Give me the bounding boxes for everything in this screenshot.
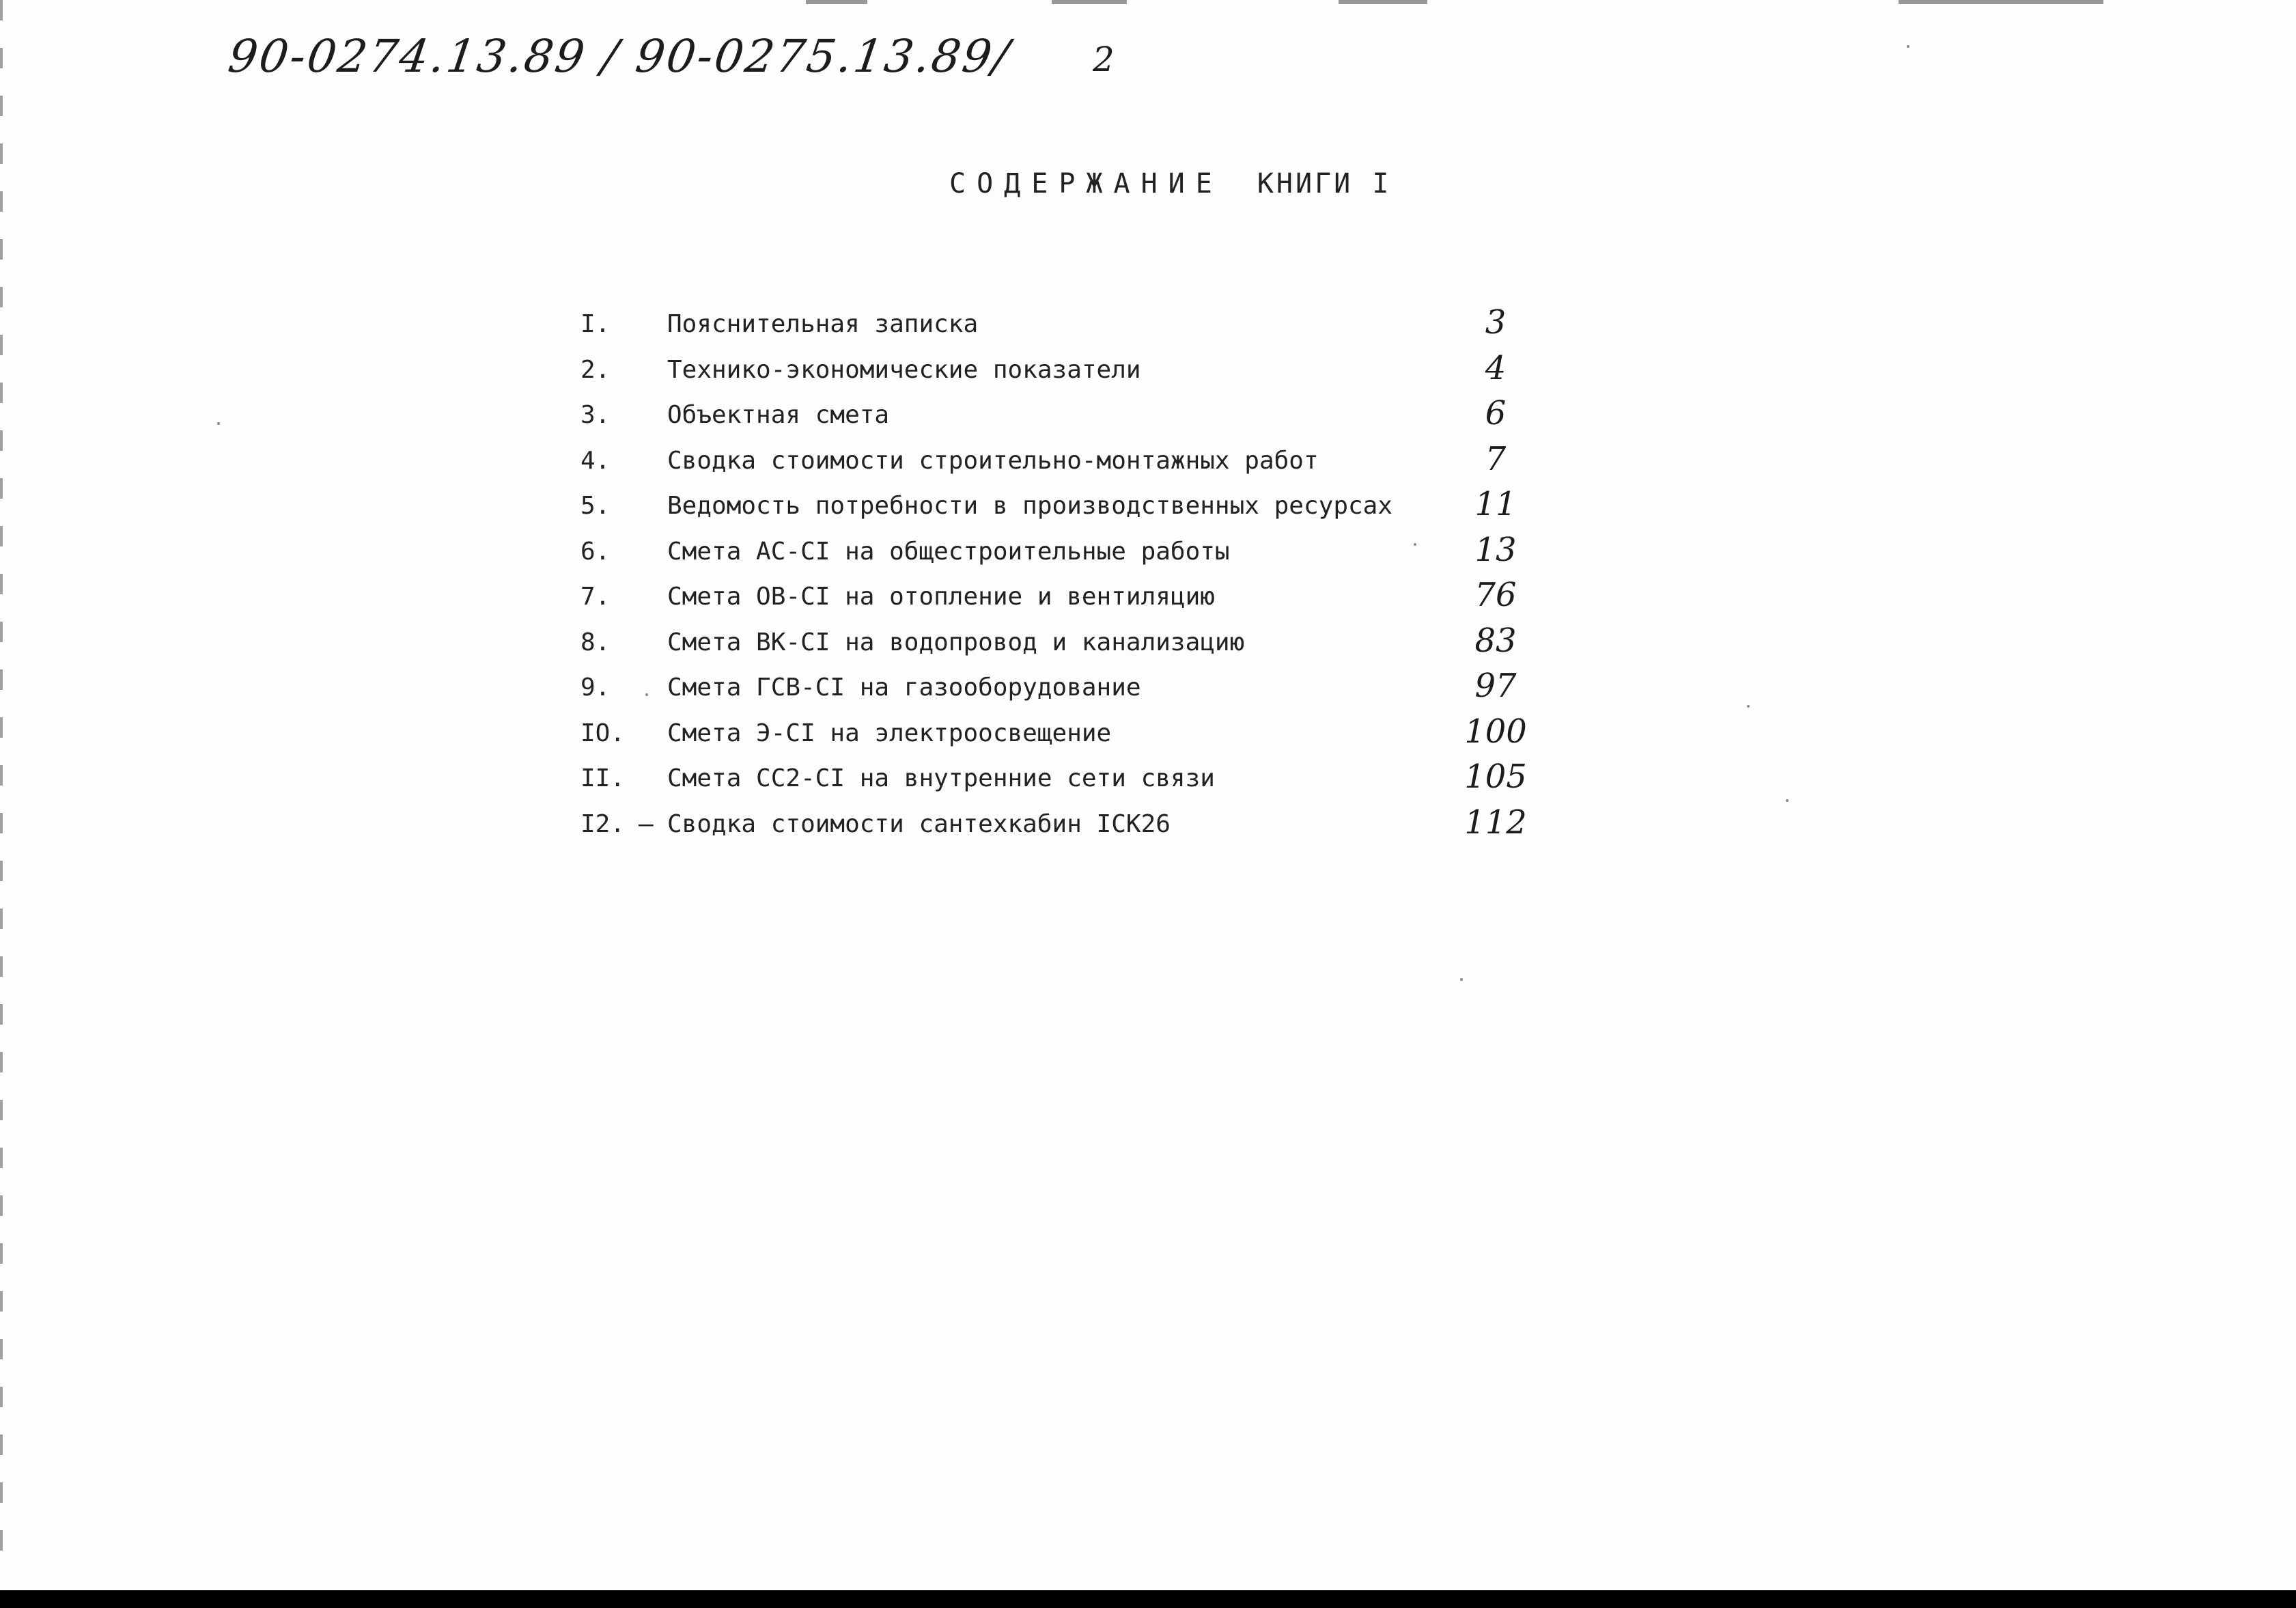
toc-entry-title: Пояснительная записка: [667, 310, 979, 338]
scan-speck: [1907, 45, 1909, 48]
toc-entry-page: 97: [1474, 667, 1517, 705]
toc-entry-title: Смета ГСВ-СI на газооборудование: [667, 674, 1141, 702]
toc-entry: [580, 621, 1523, 671]
toc-entry-page: 4: [1485, 348, 1507, 387]
toc-entry-number: 3.: [580, 401, 611, 429]
toc-entry: [580, 758, 1527, 807]
scan-edge-top-mark: [806, 0, 867, 4]
toc-entry-title: Смета СС2-СI на внутренние сети связи: [667, 764, 1215, 792]
toc-entry: [580, 712, 1527, 762]
toc-entry-title: Технико-экономические показатели: [667, 355, 1141, 384]
toc-entry: [580, 485, 1523, 535]
toc-entry: [580, 576, 1523, 626]
handwritten-page-number: 2: [1093, 40, 1115, 79]
scan-speck: [1747, 705, 1750, 708]
toc-entry: [580, 394, 1523, 444]
scan-speck: [1460, 978, 1463, 981]
toc-entry-page: 76: [1474, 576, 1517, 614]
toc-entry-page: 13: [1474, 530, 1517, 569]
toc-entry-number: 2.: [580, 355, 611, 384]
toc-entry-number: 5.: [580, 492, 611, 520]
toc-entry-page: 105: [1464, 758, 1527, 796]
scan-speck: [1414, 543, 1416, 546]
toc-entry-page: 100: [1464, 712, 1527, 751]
handwritten-document-code: 90-0274.13.89 / 90-0275.13.89/: [225, 30, 1015, 83]
table-of-contents: [580, 303, 1527, 852]
toc-entry-title: Сводка стоимости строительно-монтажных работ: [667, 446, 1319, 475]
scan-edge-top-mark: [1052, 0, 1127, 4]
toc-entry-page: 11: [1474, 485, 1517, 523]
toc-entry-title: Смета АС-СI на общестроительные работы: [667, 537, 1230, 566]
toc-entry: [580, 348, 1523, 399]
toc-entry-page: 7: [1485, 439, 1507, 478]
toc-entry-title: Смета Э-СI на электроосвещение: [667, 719, 1112, 747]
scan-speck: [645, 693, 648, 696]
toc-entry-number: 9.: [580, 674, 611, 702]
toc-entry-number: I2.: [580, 809, 626, 838]
toc-entry-title: Объектная смета: [667, 401, 890, 429]
toc-entry-page: 83: [1474, 621, 1517, 660]
toc-entry-dash: –: [639, 809, 654, 838]
toc-entry-number: IO.: [580, 719, 626, 747]
toc-entry-page: 112: [1464, 803, 1527, 842]
toc-entry: [580, 530, 1523, 581]
toc-entry: [580, 303, 1523, 353]
toc-entry-title: Смета ВК-СI на водопровод и канализацию: [667, 628, 1245, 656]
scan-speck: [1786, 799, 1789, 802]
title-word-contents: СОДЕРЖАНИЕ: [949, 168, 1223, 199]
toc-entry-page: 6: [1485, 394, 1507, 432]
toc-entry-title: Смета ОВ-СI на отопление и вентиляцию: [667, 583, 1215, 611]
scan-edge-top-mark: [1899, 0, 2103, 4]
toc-entry-number: 4.: [580, 446, 611, 475]
toc-entry-number: II.: [580, 764, 626, 792]
title-word-book: КНИГИ I: [1257, 168, 1392, 199]
toc-entry-title: Сводка стоимости сантехкабин ICK26: [667, 809, 1171, 838]
scan-edge-left: [0, 0, 3, 1578]
toc-entry-number: 6.: [580, 537, 611, 566]
toc-entry: [580, 439, 1523, 490]
toc-entry-number: 7.: [580, 583, 611, 611]
toc-entry-number: 8.: [580, 628, 611, 656]
toc-entry-title: Ведомость потребности в производственных ресурсах: [667, 492, 1393, 520]
toc-entry-page: 3: [1485, 303, 1507, 342]
toc-entry-number: I.: [580, 310, 611, 338]
scan-edge-bottom: [0, 1590, 2296, 1608]
toc-entry: [580, 803, 1527, 853]
scan-speck: [217, 422, 220, 425]
toc-entry: [580, 667, 1523, 717]
page-title: [949, 168, 1391, 199]
scan-edge-top-mark: [1339, 0, 1427, 4]
